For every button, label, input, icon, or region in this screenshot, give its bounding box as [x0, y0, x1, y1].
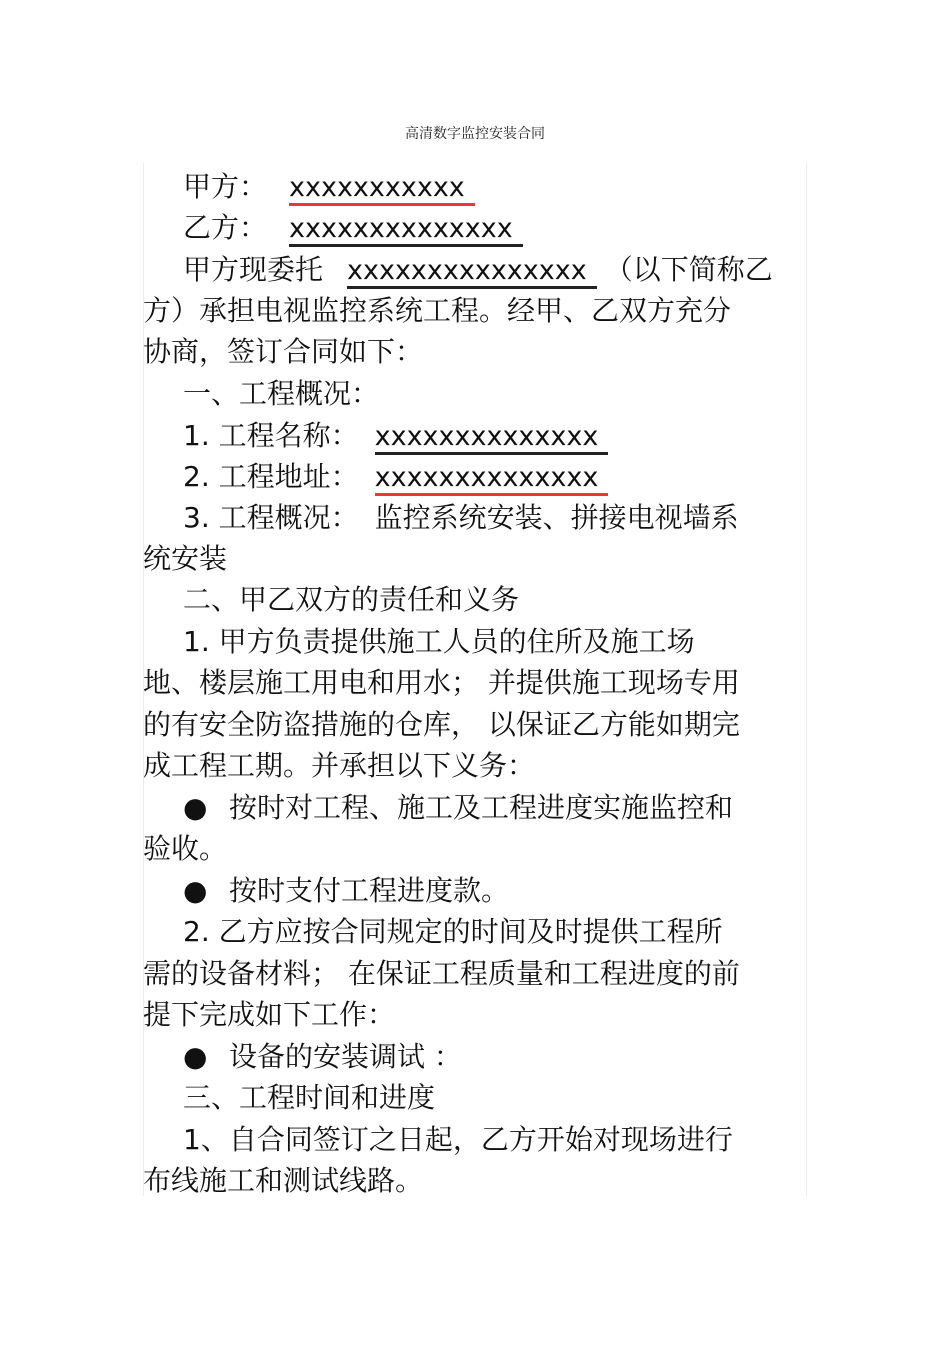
project-name-line	[183, 420, 608, 452]
party-a-duty-line-3: 的有安全防盗措施的仓库， 以保证乙方能如期完	[143, 708, 740, 741]
entrust-value: xxxxxxxxxxxxxxx	[347, 256, 597, 289]
section-2-title: 二、甲乙双方的责任和义务	[183, 583, 520, 616]
bullet-item-payment	[183, 875, 509, 907]
project-overview-line	[183, 502, 739, 534]
party-a-duty-line-4: 成工程工期。并承担以下义务：	[143, 749, 536, 782]
document-header: 高清数字监控安装合同	[405, 126, 545, 142]
party-a-duty-line-1: 1. 甲方负责提供施工人员的住所及施工场	[183, 625, 695, 658]
intro-line-2: 方）承担电视监控系统工程。经甲、乙双方充分	[143, 294, 732, 327]
party-a-line	[183, 171, 475, 203]
project-overview-value: 监控系统安装、拼接电视墙系	[374, 501, 739, 534]
bullet-item-inspect-cont: 验收。	[143, 832, 228, 865]
section-1-title: 一、工程概况：	[183, 377, 380, 410]
party-b-duty-line-1: 2. 乙方应按合同规定的时间及时提供工程所	[183, 915, 723, 948]
project-address-value: xxxxxxxxxxxxxx	[375, 463, 609, 496]
party-b-label: 乙方：	[183, 211, 268, 244]
bullet-text: 按时对工程、施工及工程进度实施监控和	[229, 791, 734, 824]
bullet-icon: ●	[183, 1040, 208, 1073]
party-b-duty-line-2: 需的设备材料； 在保证工程质量和工程进度的前	[143, 957, 740, 990]
party-a-label: 甲方：	[183, 170, 268, 203]
entrust-suffix: （以下简称乙	[604, 253, 773, 286]
project-address-label: 2. 工程地址：	[183, 460, 359, 493]
schedule-line-2: 布线施工和测试线路。	[143, 1164, 424, 1197]
entrust-line	[183, 254, 773, 286]
project-name-value: xxxxxxxxxxxxxx	[375, 422, 609, 455]
entrust-prefix: 甲方现委托	[183, 253, 324, 286]
party-b-duty-line-3: 提下完成如下工作：	[143, 998, 396, 1031]
bullet-text: 按时支付工程进度款。	[229, 874, 510, 907]
party-a-duty-line-2: 地、楼层施工用电和用水； 并提供施工现场专用	[143, 666, 740, 699]
project-name-label: 1. 工程名称：	[183, 419, 359, 452]
schedule-line-1: 1、自合同签订之日起，乙方开始对现场进行	[183, 1123, 733, 1156]
project-address-line	[183, 461, 608, 493]
bullet-item-install	[183, 1041, 462, 1073]
bullet-text: 设备的安装调试 ：	[229, 1040, 462, 1073]
section-3-title: 三、工程时间和进度	[183, 1081, 436, 1114]
bullet-icon: ●	[183, 874, 208, 907]
party-b-value: xxxxxxxxxxxxxx	[289, 214, 523, 247]
project-overview-label: 3. 工程概况：	[183, 501, 359, 534]
project-overview-cont: 统安装	[143, 542, 228, 575]
intro-line-3: 协商，签订合同如下：	[143, 335, 424, 368]
party-b-line	[183, 212, 523, 244]
bullet-item-inspect	[183, 792, 733, 824]
party-a-value: xxxxxxxxxxx	[289, 173, 475, 206]
bullet-icon: ●	[183, 791, 208, 824]
